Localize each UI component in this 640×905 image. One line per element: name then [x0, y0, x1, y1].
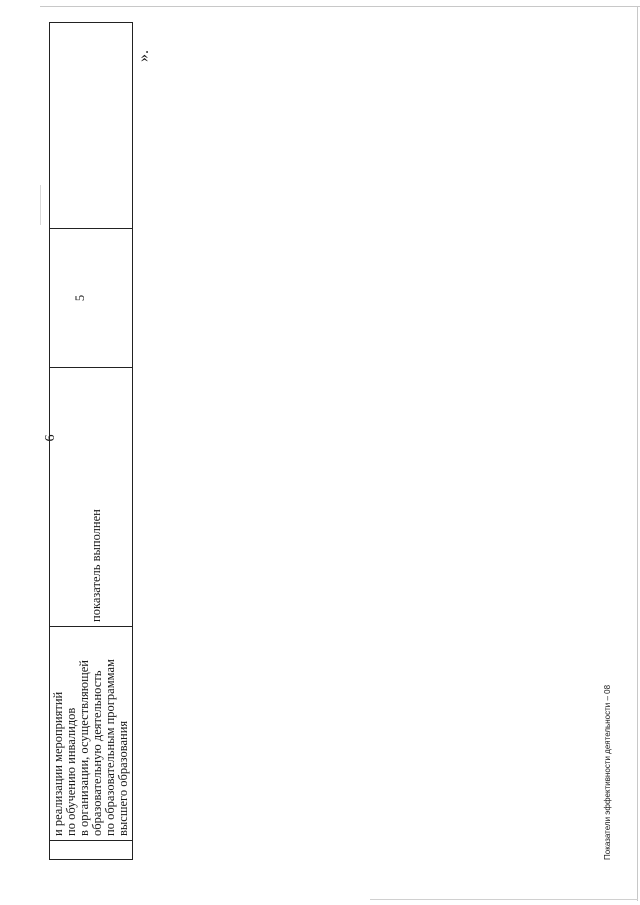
closing-quote: ».: [135, 50, 152, 62]
scan-edge-top: [40, 6, 640, 7]
page-number: 6: [43, 434, 58, 442]
table-cell-empty: [50, 841, 133, 860]
table-cell-note: [50, 23, 133, 229]
table-row: [50, 23, 133, 860]
rotated-content: [43, 22, 612, 860]
indicator-line: образовательную деятельность: [90, 670, 104, 836]
scan-edge-right: [637, 6, 638, 901]
indicator-line: по обучению инвалидов: [64, 707, 78, 836]
indicator-line: в организации, осуществляющей: [77, 659, 91, 836]
footer-note: Показатели эффективности деятельности – 08: [603, 684, 612, 860]
indicator-line: и реализации мероприятий: [51, 691, 65, 836]
scan-edge-left: [40, 185, 41, 225]
scan-edge-bottom: [370, 899, 638, 900]
table-cell-indicator: [50, 627, 133, 841]
indicators-table: [49, 22, 133, 860]
indicator-line: высшего образования: [116, 720, 130, 836]
indicator-line: по образовательным программам: [103, 659, 117, 836]
table-cell-value: 5: [50, 229, 133, 368]
table-cell-status: показатель выполнен: [50, 368, 133, 627]
